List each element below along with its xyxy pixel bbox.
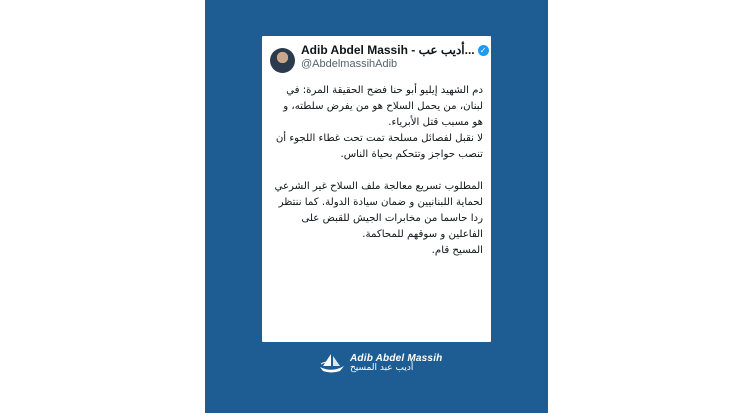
avatar[interactable] bbox=[270, 48, 295, 73]
author-info bbox=[301, 44, 489, 70]
display-name[interactable]: Adib Abdel Massih - أديب عب... bbox=[301, 43, 475, 57]
brand-name-arabic: أديب عبد المسيح bbox=[350, 362, 414, 373]
name-row bbox=[301, 44, 489, 58]
verified-badge-icon: ✓ bbox=[478, 45, 489, 56]
brand-signature bbox=[318, 352, 442, 374]
tweet-header bbox=[270, 43, 487, 82]
tweet-text bbox=[270, 83, 483, 259]
tweet-card[interactable] bbox=[262, 36, 491, 342]
paragraph-spacer bbox=[270, 163, 483, 179]
brand-name-english: Adib Abdel Massih bbox=[350, 352, 443, 364]
boat-logo-icon bbox=[318, 352, 346, 374]
tweet-paragraph: المسيح قام. bbox=[431, 245, 483, 256]
brand-text bbox=[350, 353, 442, 374]
tweet-paragraph: دم الشهيد إيليو أبو حنا فضح الحقيقة المرة: في لبنان، من يحمل السلاح هو من يفرض سلطته، و هو مسبب قتل الأبرياء. bbox=[283, 85, 483, 128]
user-handle[interactable]: @AbdelmassihAdib bbox=[301, 57, 398, 70]
tweet-paragraph: المطلوب تسريع معالجة ملف السلاح غير الشرعي لحماية اللبنانيين و ضمان سيادة الدولة. كما ننتظر ردا حاسما من مخابرات الجيش للقبض على الفاعلين و سوقهم للمحاكمة. bbox=[274, 181, 483, 240]
tweet-paragraph: لا نقبل لفصائل مسلحة تمت تحت غطاء اللجوء أن تنصب حواجز وتتحكم بحياة الناس. bbox=[275, 133, 483, 160]
